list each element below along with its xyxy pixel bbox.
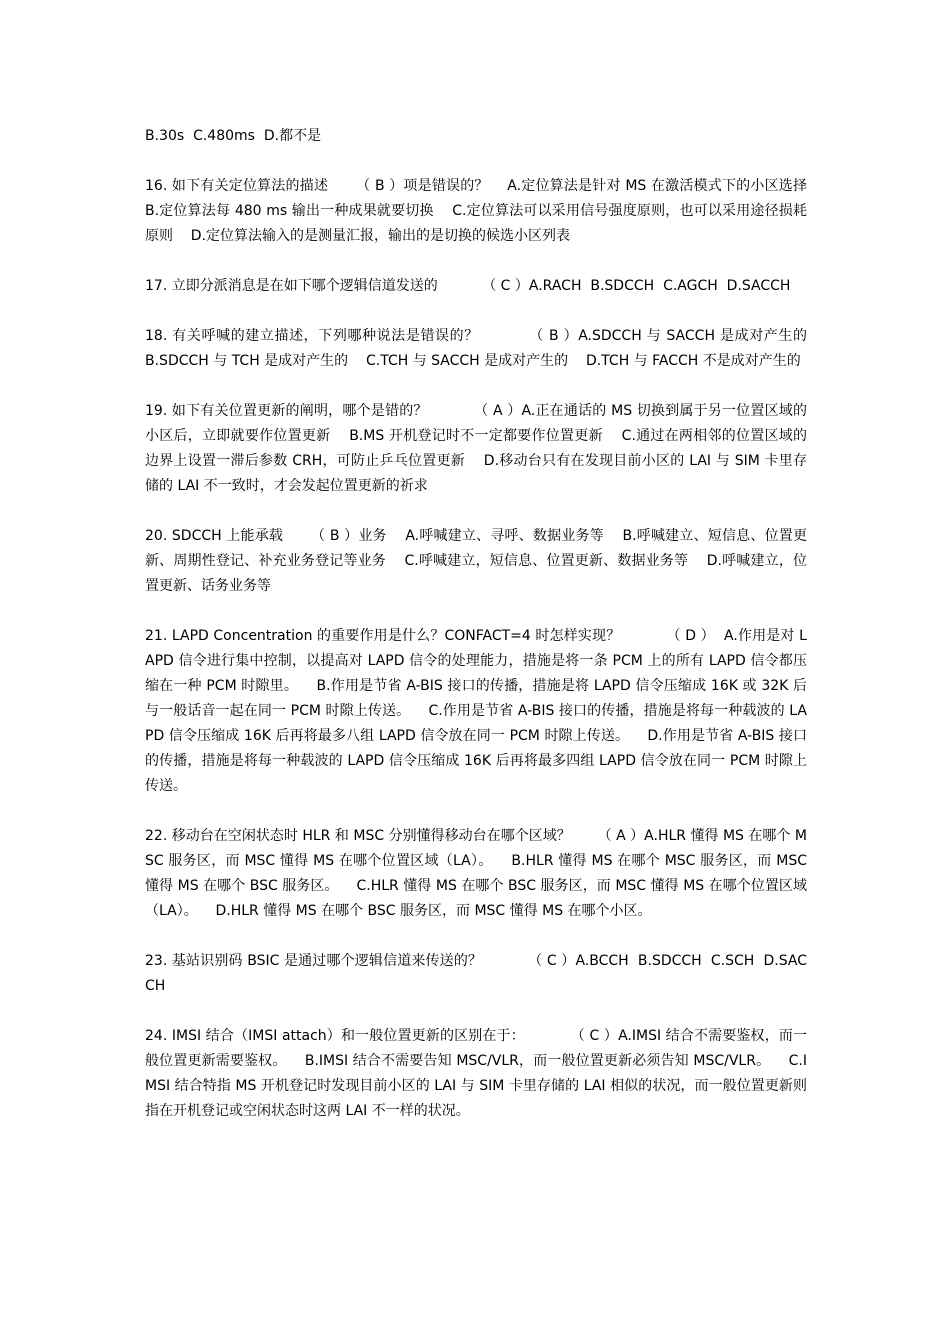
question-24: 24. IMSI 结合（IMSI attach）和一般位置更新的区别在于： （ C ）A.IMSI 结合不需要鉴权，而一般位置更新需要鉴权。 B.IMSI 结合不需要告知 MSC/VLR，而一般位置更新必须告知 MSC/VLR。 C.IMSI 结合特指 MS 开机登记时发现目前小区的 LAI 与 SIM 卡里存储的 LAI 相似的状况，而一般位置更新则指在开机登记或空闲状态时这两 LAI 不一样的状况。 bbox=[145, 1028, 807, 1119]
paragraph-gap bbox=[145, 299, 807, 324]
paragraph-gap bbox=[145, 599, 807, 624]
question-16: 16. 如下有关定位算法的描述 （ B ）项是错误的？ A.定位算法是针对 MS 在激活模式下的小区选择 B.定位算法每 480 ms 输出一种成果就要切换 C.定位算法可以采用信号强度原则，也可以采用途径损耗原则 D.定位算法输入的是测量汇报，输出的是切换的候选小区列表 bbox=[145, 178, 825, 244]
paragraph-gap bbox=[145, 249, 807, 274]
document-page bbox=[145, 124, 825, 1124]
paragraph-gap bbox=[145, 924, 807, 949]
answer-options-15: B.30s C.480ms D.都不是 bbox=[145, 128, 322, 144]
paragraph-gap bbox=[145, 149, 807, 174]
question-22: 22. 移动台在空闲状态时 HLR 和 MSC 分别懂得移动台在哪个区域？ （ A ）A.HLR 懂得 MS 在哪个 MSC 服务区，而 MSC 懂得 MS 在哪个位置区域（LA）。 B.HLR 懂得 MS 在哪个 MSC 服务区，而 MSC 懂得 MS 在哪个 BSC 服务区。 C.HLR 懂得 MS 在哪个 BSC 服务区，而 MSC 懂得 MS 在哪个位置区域（LA）。 D.HLR 懂得 MS 在哪个 BSC 服务区，而 MSC 懂得 MS 在哪个小区。 bbox=[145, 828, 812, 919]
question-23: 23. 基站识别码 BSIC 是通过哪个逻辑信道来传送的？ （ C ）A.BCCH B.SDCCH C.SCH D.SACCH bbox=[145, 953, 807, 994]
question-18: 18. 有关呼喊的建立描述，下列哪种说法是错误的？ （ B ）A.SDCCH 与 SACCH 是成对产生的 B.SDCCH 与 TCH 是成对产生的 C.TCH 与 SACCH 是成对产生的 D.TCH 与 FACCH 不是成对产生的 bbox=[145, 328, 825, 369]
question-17: 17. 立即分派消息是在如下哪个逻辑信道发送的 （ C ）A.RACH B.SDCCH C.AGCH D.SACCH bbox=[145, 278, 791, 294]
question-19: 19. 如下有关位置更新的阐明，哪个是错的？ （ A ）A.正在通话的 MS 切换到属于另一位置区域的小区后，立即就要作位置更新 B.MS 开机登记时不一定都要作位置更新 C.通过在两相邻的位置区域的边界上设置一滞后参数 CRH，可防止乒乓位置更新 D.移动台只有在发现目前小区的 LAI 与 SIM 卡里存储的 LAI 不一致时，才会发起位置更新的祈求 bbox=[145, 403, 807, 494]
paragraph-gap bbox=[145, 499, 807, 524]
question-20: 20. SDCCH 上能承载 （ B ）业务 A.呼喊建立、寻呼、数据业务等 B.呼喊建立、短信息、位置更新、周期性登记、补充业务登记等业务 C.呼喊建立，短信息、位置更新、数据业务等 D.呼喊建立，位置更新、话务业务等 bbox=[145, 528, 807, 594]
paragraph-gap bbox=[145, 374, 807, 399]
paragraph-gap bbox=[145, 999, 807, 1024]
paragraph-gap bbox=[145, 799, 807, 824]
question-21: 21. LAPD Concentration 的重要作用是什么？CONFACT=4 时怎样实现？ （ D ） A.作用是对 LAPD 信令进行集中控制，以提高对 LAPD 信令的处理能力，措施是将一条 PCM 上的所有 LAPD 信令都压缩在一种 PCM 时隙里。 B.作用是节省 A-BIS 接口的传播，措施是将 LAPD 信令压缩成 16K 或 32K 后与一般话音一起在同一 PCM 时隙上传送。 C.作用是节省 A-BIS 接口的传播，措施是将每一种载波的 LAPD 信令压缩成 16K 后再将最多八组 LAPD 信令放在同一 PCM 时隙上传送。 D.作用是节省 A-BIS 接口的传播，措施是将每一种载波的 LAPD 信令压缩成 16K 后再将最多四组 LAPD 信令放在同一 PCM 时隙上传送。 bbox=[145, 628, 807, 794]
